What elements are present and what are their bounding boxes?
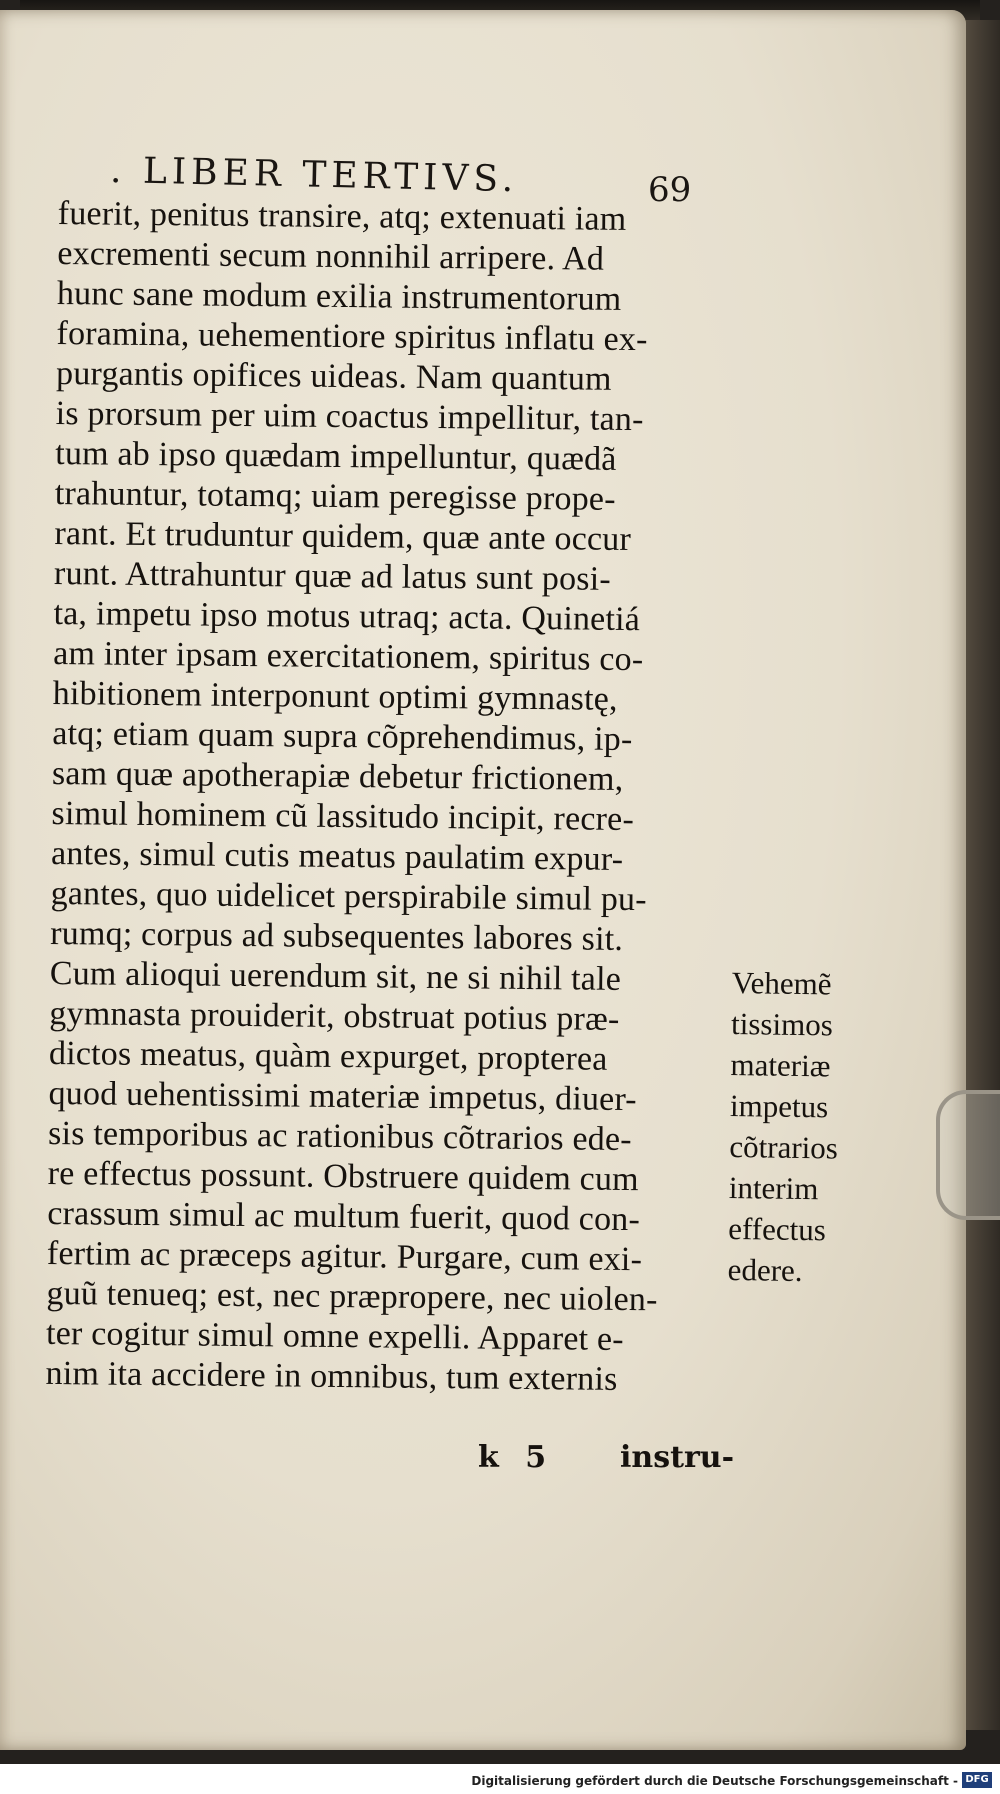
text-line: tum ab ipso quædam impelluntur, quædã: [55, 434, 617, 478]
text-line: crassum simul ac multum fuerit, quod con-: [47, 1194, 641, 1239]
text-line: re effectus possunt. Obstruere quidem cum: [47, 1154, 639, 1199]
marginal-line: effectus: [728, 1210, 827, 1248]
text-line: antes, simul cutis meatus paulatim expur-: [50, 834, 624, 878]
text-line: fertim ac præceps agitur. Purgare, cum exi-: [46, 1234, 643, 1279]
footer-credit: Digitalisierung gefördert durch die Deutsche Forschungsgemeinschaft -: [471, 1774, 958, 1788]
text-line: guũ tenueq; est, nec præpropere, nec uiolen-: [46, 1274, 658, 1319]
text-line: purgantis opifices uideas. Nam quantum: [55, 354, 612, 398]
digitization-footer: [0, 1764, 1000, 1794]
text-line: quod uehentissimi materiæ impetus, diuer-: [48, 1074, 638, 1119]
main-text-block: [45, 194, 748, 1401]
text-line: ter cogitur simul omne expelli. Apparet e-: [45, 1314, 624, 1358]
text-line: sam quæ apotherapiæ debetur frictionem,: [51, 754, 624, 798]
text-line: is prorsum per uim coactus impellitur, tan-: [55, 394, 644, 439]
marginal-line: tissimos: [730, 1005, 834, 1043]
text-line: am inter ipsam exercitationem, spiritus co-: [52, 634, 644, 679]
text-line: hunc sane modum exilia instrumentorum: [56, 274, 622, 318]
text-line: ta, impetu ipso motus utraq; acta. Quinetiá: [53, 594, 641, 639]
text-line: simul hominem cũ lassitudo incipit, recre-: [51, 794, 635, 839]
book-page: [0, 10, 966, 1750]
marginal-line: materiæ: [730, 1046, 831, 1084]
text-line: excrementi secum nonnihil arripere. Ad: [57, 234, 605, 278]
page-clip: [936, 1090, 1000, 1220]
text-line: gymnasta prouiderit, obstruat potius præ-: [49, 994, 620, 1038]
page-number: 69: [648, 170, 692, 210]
text-line: runt. Attrahuntur quæ ad latus sunt posi-: [53, 554, 612, 598]
text-line: atq; etiam quam supra cõprehendimus, ip-: [52, 714, 633, 759]
text-line: foramina, uehementiore spiritus inflatu ex-: [56, 314, 648, 359]
marginal-note: [727, 962, 882, 1292]
text-line: rumq; corpus ad subsequentes labores sit.: [50, 914, 624, 958]
marginal-line: cõtrarios: [729, 1128, 839, 1166]
text-line: fuerit, penitus transire, atq; extenuati iam: [57, 194, 627, 238]
signature-mark: k 5: [478, 1440, 555, 1475]
running-head: . LIBER TERTIVS.: [109, 150, 519, 201]
text-line: dictos meatus, quàm expurget, propterea: [48, 1034, 608, 1078]
marginal-line: interim: [728, 1169, 819, 1207]
text-line: sis temporibus ac rationibus cõtrarios ede-: [47, 1114, 632, 1159]
text-line: Cum alioqui uerendum sit, ne si nihil tale: [49, 954, 622, 998]
text-line: nim ita accidere in omnibus, tum externis: [45, 1354, 618, 1398]
text-line: gantes, quo uidelicet perspirabile simul pu-: [50, 874, 647, 919]
dfg-logo: DFG: [962, 1772, 992, 1788]
text-line: rant. Et truduntur quidem, quæ ante occur: [54, 514, 632, 559]
marginal-line: impetus: [729, 1087, 829, 1125]
text-line: hibitionem interponunt optimi gymnastę,: [52, 674, 618, 718]
marginal-line: edere.: [727, 1251, 803, 1289]
marginal-line: Vehemẽ: [731, 964, 832, 1002]
catchword: instru-: [620, 1440, 735, 1475]
text-line: trahuntur, totamq; uiam peregisse prope-: [54, 474, 616, 518]
